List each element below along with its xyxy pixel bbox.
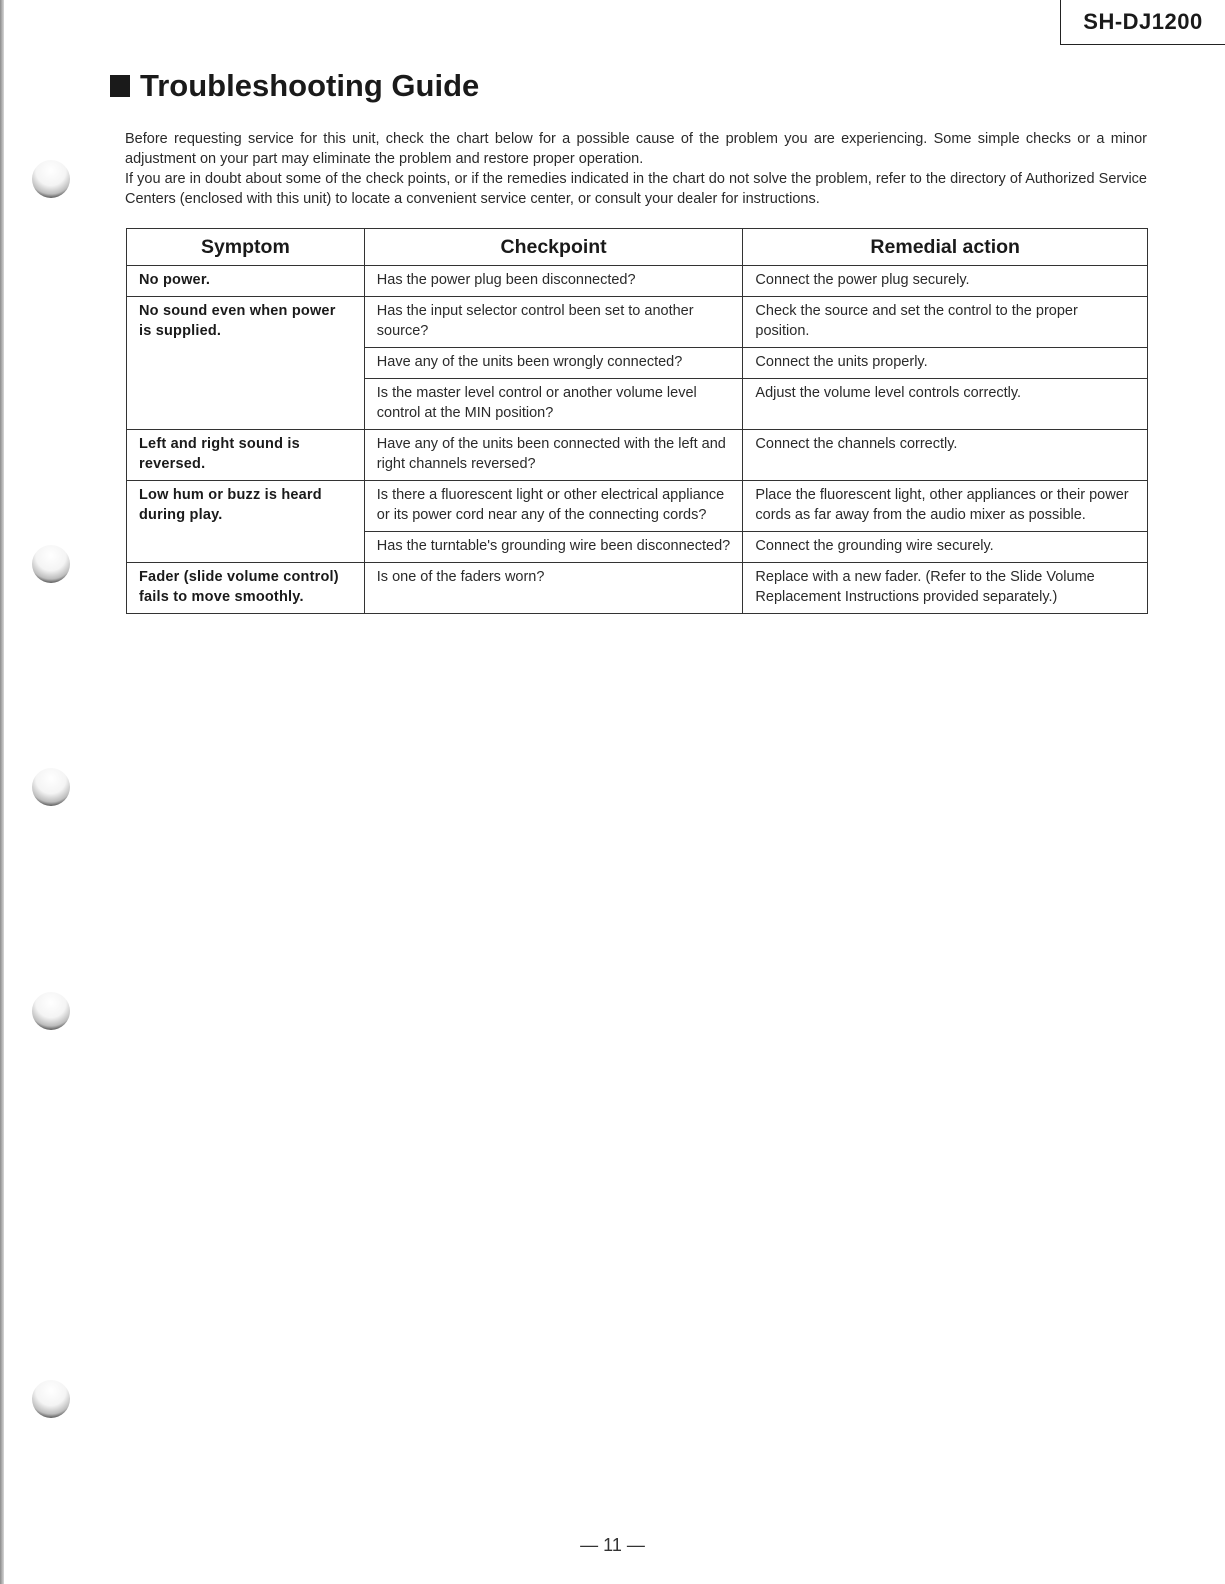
remedy-cell: Connect the power plug securely.	[743, 266, 1148, 297]
table-header-row	[127, 229, 1148, 266]
punch-hole	[32, 545, 70, 583]
remedy-cell: Connect the grounding wire securely.	[743, 532, 1148, 563]
remedy-cell: Check the source and set the control to the proper position.	[743, 297, 1148, 348]
remedy-cell: Connect the channels correctly.	[743, 430, 1148, 481]
table-row	[127, 266, 1148, 297]
page-left-edge	[0, 0, 4, 1584]
troubleshooting-table	[126, 228, 1148, 614]
checkpoint-cell: Is one of the faders worn?	[364, 563, 743, 614]
bullet-square-icon	[110, 75, 130, 97]
table-row	[127, 297, 1148, 348]
remedy-cell: Adjust the volume level controls correctly.	[743, 379, 1148, 430]
remedy-cell: Replace with a new fader. (Refer to the Slide Volume Replacement Instructions provided separately.)	[743, 563, 1148, 614]
remedy-cell: Place the fluorescent light, other appliances or their power cords as far away from the audio mixer as possible.	[743, 481, 1148, 532]
symptom-cell: Fader (slide volume control) fails to move smoothly.	[127, 563, 365, 614]
model-number: SH-DJ1200	[1060, 0, 1225, 45]
punch-hole	[32, 992, 70, 1030]
punch-hole	[32, 160, 70, 198]
punch-hole	[32, 1380, 70, 1418]
checkpoint-cell: Is the master level control or another volume level control at the MIN position?	[364, 379, 743, 430]
intro-text	[125, 129, 1147, 209]
symptom-cell: No power.	[127, 266, 365, 297]
symptom-cell: Low hum or buzz is heard during play.	[127, 481, 365, 563]
title-block	[110, 68, 479, 104]
checkpoint-cell: Have any of the units been connected with the left and right channels reversed?	[364, 430, 743, 481]
checkpoint-cell: Have any of the units been wrongly connected?	[364, 348, 743, 379]
header-symptom: Symptom	[127, 229, 365, 266]
table-row	[127, 430, 1148, 481]
page-number: — 11 —	[580, 1535, 645, 1555]
remedy-cell: Connect the units properly.	[743, 348, 1148, 379]
checkpoint-cell: Has the input selector control been set to another source?	[364, 297, 743, 348]
page-title: Troubleshooting Guide	[140, 68, 480, 103]
table-row	[127, 481, 1148, 532]
checkpoint-cell: Has the turntable's grounding wire been disconnected?	[364, 532, 743, 563]
header-checkpoint: Checkpoint	[364, 229, 743, 266]
checkpoint-cell: Is there a fluorescent light or other electrical appliance or its power cord near any of the connecting cords?	[364, 481, 743, 532]
punch-hole	[32, 768, 70, 806]
header-remedial-action: Remedial action	[743, 229, 1148, 266]
symptom-cell: Left and right sound is reversed.	[127, 430, 365, 481]
intro-paragraph-2: If you are in doubt about some of the check points, or if the remedies indicated in the chart do not solve the problem, refer to the directory of Authorized Service Centers (enclosed with this unit) to locate a convenient service center, or consult your dealer for instructions.	[125, 171, 1147, 207]
symptom-cell: No sound even when power is supplied.	[127, 297, 365, 430]
intro-paragraph-1: Before requesting service for this unit, check the chart below for a possible cause of the problem you are experiencing. Some simple checks or a minor adjustment on your part may eliminate the problem and restore proper operation.	[125, 131, 1147, 167]
table-row	[127, 563, 1148, 614]
checkpoint-cell: Has the power plug been disconnected?	[364, 266, 743, 297]
